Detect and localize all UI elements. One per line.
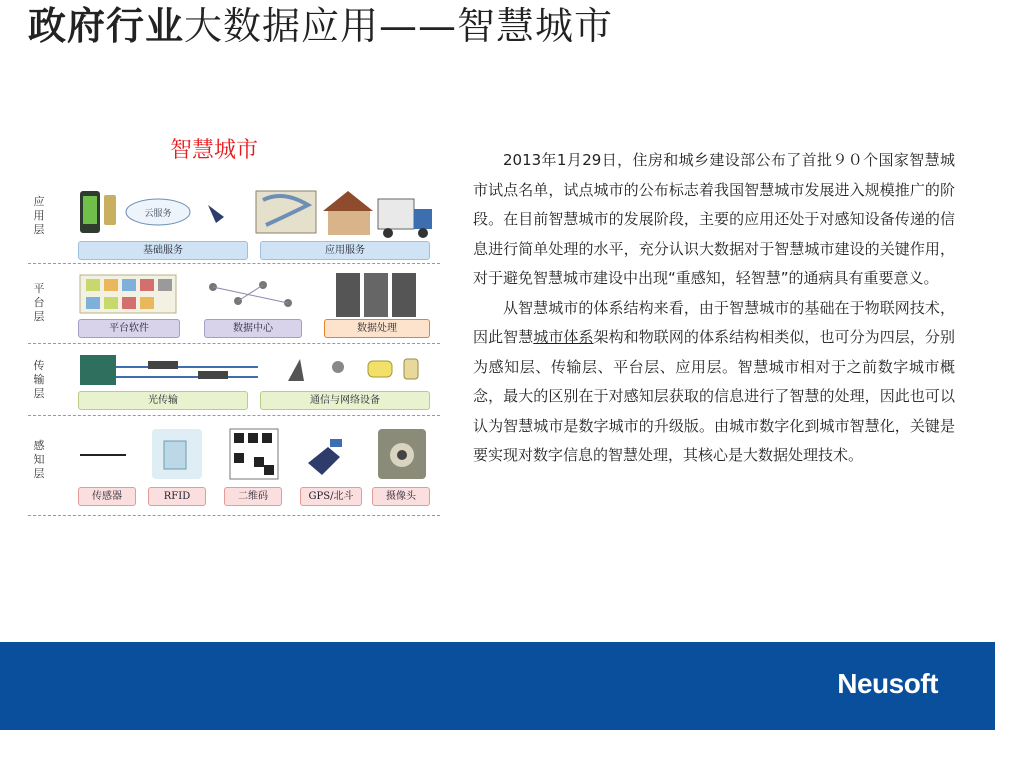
neusoft-logo: Neusoft <box>837 668 938 699</box>
tag-rfid: RFID <box>148 487 206 506</box>
transmission-illustration <box>78 353 438 389</box>
tag-network-devices: 通信与网络设备 <box>260 391 430 410</box>
application-illustration <box>78 185 438 243</box>
layer-application <box>28 175 440 264</box>
title-bold: 政府行业 <box>28 4 185 48</box>
tag-optical-transmission: 光传输 <box>78 391 248 410</box>
tag-qr-code: 二维码 <box>224 487 282 506</box>
tag-application-service: 应用服务 <box>260 241 430 260</box>
paragraph-2 <box>473 294 955 471</box>
page-title <box>28 0 613 52</box>
paragraph-1: 2013年1月29日，住房和城乡建设部公布了首批９０个国家智慧城市试点名单，试点城市的公布标志着我国智慧城市发展进入规模推广的阶段。在目前智慧城市的发展阶段，主要的应用还处于对感知设备传递的信息进行简单处理的水平，充分认识大数据对于智慧城市建设的关键作用，对于避免智慧城市建设中出现“重感知，轻智慧”的通病具有重要意义。 <box>473 151 955 287</box>
layer-platform <box>28 265 440 344</box>
tag-data-processing: 数据处理 <box>324 319 430 338</box>
layer-label: 应用层 <box>33 195 45 236</box>
layer-transmission <box>28 345 440 416</box>
layer-label: 传输层 <box>33 359 45 400</box>
tag-data-center: 数据中心 <box>204 319 302 338</box>
platform-illustration <box>78 273 438 319</box>
cloud-label: 云服务 <box>144 209 172 219</box>
paragraph-2-part-b: 架构和物联网的体系结构相类似，也可分为四层，分别为感知层、传输层、平台层、应用层。智慧城市相对于之前数字城市概念，最大的区别在于对感知层获取的信息进行了智慧的处理，因此也可以认为智慧城市是数字城市的升级版。由城市数字化到城市智慧化，关键是要实现对数字信息的智慧处理，其核心是大数据处理技术。 <box>473 328 955 464</box>
system-link[interactable]: 城市体系 <box>533 328 594 346</box>
smart-city-diagram <box>28 175 440 517</box>
body-text <box>473 146 955 471</box>
tag-sensor: 传感器 <box>78 487 136 506</box>
title-rest: 大数据应用——智慧城市 <box>184 4 614 48</box>
tag-gps-beidou: GPS/北斗 <box>300 487 362 506</box>
tag-platform-software: 平台软件 <box>78 319 180 338</box>
tag-camera: 摄像头 <box>372 487 430 506</box>
paragraph-2-part-a: 从智慧城市的体系结构来看，由于智慧城市的基础在于物联网技术，因此智慧 <box>473 298 955 346</box>
layer-label: 平台层 <box>33 282 45 323</box>
layer-sensing <box>28 417 440 516</box>
sensing-illustration <box>78 423 438 485</box>
footer-bar <box>0 642 995 730</box>
layer-label: 感知层 <box>33 439 45 480</box>
tag-basic-service: 基础服务 <box>78 241 248 260</box>
diagram-title: 智慧城市 <box>170 138 259 163</box>
